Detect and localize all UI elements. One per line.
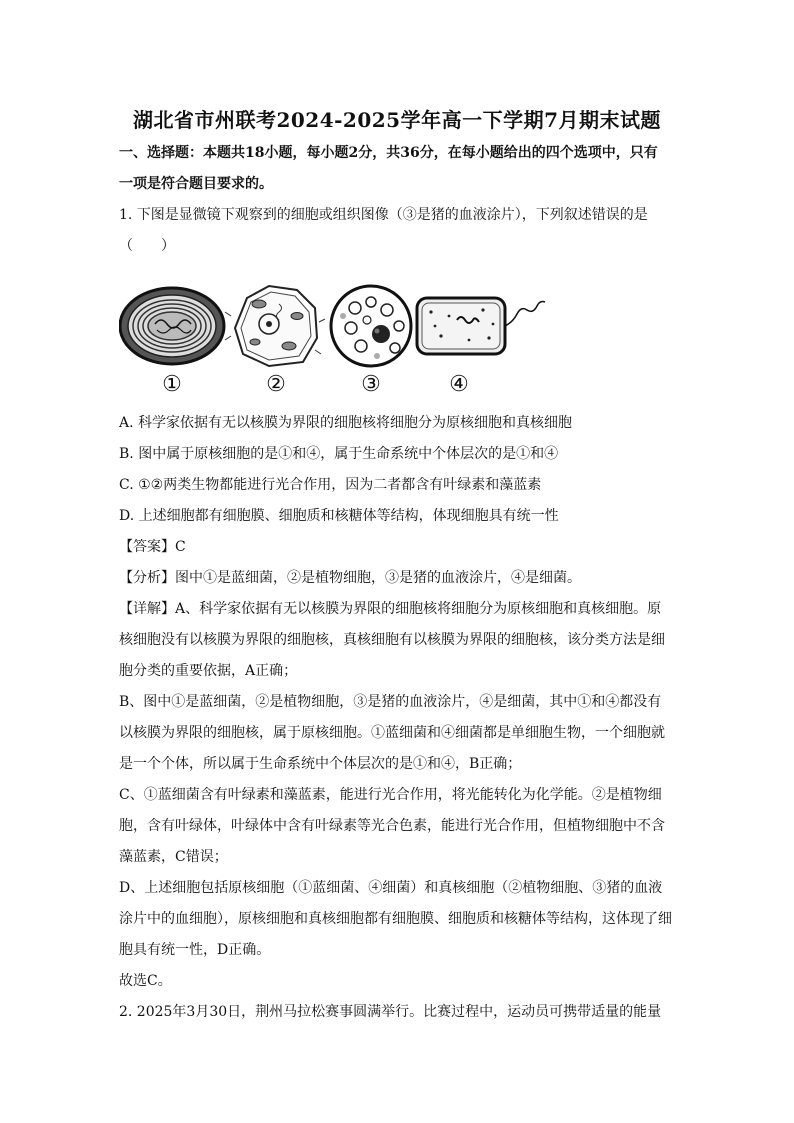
cell-drawings xyxy=(119,276,559,372)
detail-line: 以核膜为界限的细胞核，属于原核细胞。①蓝细菌和④细菌都是单细胞生物，一个细胞就 xyxy=(119,725,665,741)
question-1-stem-line-1: 1. 下图是显微镜下观察到的细胞或组织图像（③是猪的血液涂片），下列叙述错误的是 xyxy=(119,207,648,223)
detail-line: 胞分类的重要依据，A正确； xyxy=(119,663,298,679)
option-d: D. 上述细胞都有细胞膜、细胞质和核糖体等结构，体现细胞具有统一性 xyxy=(119,508,559,524)
section-line-2: 一项是符合题目要求的。 xyxy=(119,176,273,192)
detail-line: 藻蓝素，C错误； xyxy=(119,849,228,865)
detail-line: 核细胞没有以核膜为界限的细胞核，真核细胞有以核膜为界限的细胞核，该分类方法是细 xyxy=(119,632,665,648)
blood-smear-drawing xyxy=(331,286,411,366)
analysis-line: 【分析】图中①是蓝细菌，②是植物细胞，③是猪的血液涂片，④是细菌。 xyxy=(119,570,581,586)
option-b: B. 图中属于原核细胞的是①和④，属于生命系统中个体层次的是①和④ xyxy=(119,446,559,462)
section-header xyxy=(119,138,679,200)
conclusion-line: 故选C。 xyxy=(119,973,172,989)
figure-label-3: ③ xyxy=(361,372,381,397)
plant-cell-drawing xyxy=(225,286,325,366)
question-2-stem: 2. 2025年3月30日，荆州马拉松赛事圆满举行。比赛过程中，运动员可携带适量的能量 xyxy=(119,1004,662,1020)
detail-line: 胞具有统一性，D正确。 xyxy=(119,942,271,958)
answer-line: 【答案】C xyxy=(119,539,186,555)
question-1-options xyxy=(119,408,679,1028)
figure-label-4: ④ xyxy=(449,372,469,397)
question-1-stem xyxy=(119,200,679,262)
detail-line: C、①蓝细菌含有叶绿素和藻蓝素，能进行光合作用，将光能转化为化学能。②是植物细 xyxy=(119,787,662,803)
detail-line: 【详解】A、科学家依据有无以核膜为界限的细胞核将细胞分为原核细胞和真核细胞。原 xyxy=(119,601,662,617)
figure-label-2: ② xyxy=(266,372,286,397)
question-1-stem-line-2: （ ） xyxy=(119,238,175,254)
cyanobacterium-drawing xyxy=(120,288,224,364)
option-c: C. ①②两类生物都能进行光合作用，因为二者都含有叶绿素和藻蓝素 xyxy=(119,477,542,493)
detail-line: 是一个个体，所以属于生命系统中个体层次的是①和④，B正确； xyxy=(119,756,522,772)
section-line-1: 一、选择题：本题共18小题，每小题2分，共36分，在每小题给出的四个选项中，只有 xyxy=(119,145,658,161)
detail-line: 胞，含有叶绿体，叶绿体中含有叶绿素等光合色素，能进行光合作用，但植物细胞中不含 xyxy=(119,818,665,834)
cell-images-figure xyxy=(119,276,559,402)
detail-line: B、图中①是蓝细菌，②是植物细胞，③是猪的血液涂片，④是细菌，其中①和④都没有 xyxy=(119,694,662,710)
detail-line: D、上述细胞包括原核细胞（①蓝细菌、④细菌）和真核细胞（②植物细胞、③猪的血液 xyxy=(119,880,663,896)
bacterium-drawing xyxy=(417,298,545,354)
figure-label-1: ① xyxy=(162,372,182,397)
option-a: A. 科学家依据有无以核膜为界限的细胞核将细胞分为原核细胞和真核细胞 xyxy=(119,415,573,431)
detail-line: 涂片中的血细胞），原核细胞和真核细胞都有细胞膜、细胞质和核糖体等结构，这体现了细 xyxy=(119,911,672,927)
page-title: 湖北省市州联考2024-2025学年高一下学期7月期末试题 xyxy=(132,108,662,132)
